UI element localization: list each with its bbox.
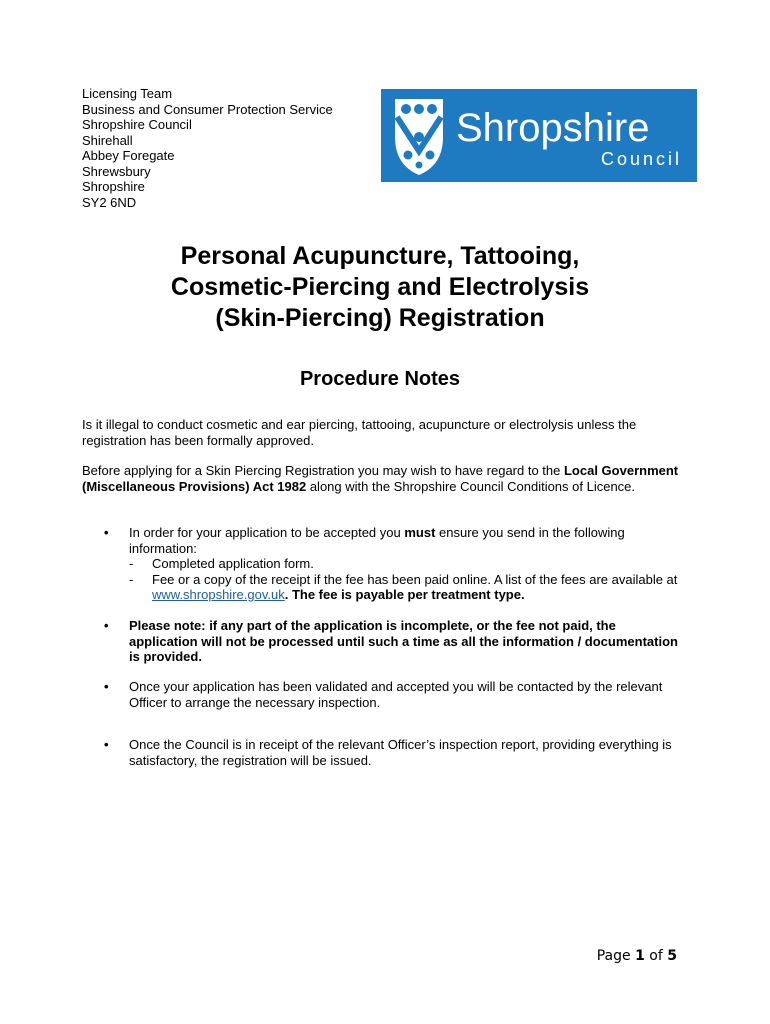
logo-subtext: Council <box>601 149 683 169</box>
title-line: Personal Acupuncture, Tattooing, <box>180 242 580 270</box>
address-line: SY2 6ND <box>82 194 137 210</box>
sub-item-text: Fee or a copy of the receipt if the fee has been paid online. A list of the fees are available at <box>152 571 678 587</box>
sub-item-text: Completed application form. <box>152 556 314 571</box>
fee-note: . The fee is payable per treatment type. <box>284 587 525 602</box>
logo-wordmark: Shropshire <box>456 106 650 150</box>
bullet-item <box>82 737 682 768</box>
address-line: Business and Consumer Protection Service <box>82 101 333 117</box>
sub-list-item: - Completed application form. <box>129 556 314 571</box>
bullet-text: Please note: if any part of the application is incomplete, or the fee not paid, the application will not be processed until such a time as all the information / documentation is provided. <box>129 618 678 664</box>
bullet-dot: • <box>104 618 109 633</box>
regard-text: Before applying for a Skin Piercing Registration you may wish to have regard to the <box>82 463 564 478</box>
bullet-item <box>82 525 682 603</box>
of-label: of <box>649 948 663 964</box>
emphasis-must: must <box>404 525 436 540</box>
bullet-dot: • <box>104 679 109 694</box>
shropshire-council-logo <box>381 89 697 182</box>
bullet-dot: • <box>104 525 109 540</box>
page-number <box>597 947 677 965</box>
bullet-text: Once your application has been validated and accepted you will be contacted by the relevant Officer to arrange the necessary inspection. <box>129 679 663 710</box>
page-title <box>0 241 760 334</box>
title-line: (Skin-Piercing) Registration <box>215 304 545 332</box>
total-pages: 5 <box>667 948 677 964</box>
current-page: 1 <box>635 948 645 964</box>
bullet-text: Once the Council is in receipt of the relevant Officer’s inspection report, providing everything is satisfactory, the registration will be issued. <box>129 737 672 768</box>
address-line: Shropshire Council <box>82 117 192 132</box>
bullet-item <box>82 618 682 665</box>
intro-paragraph: Is it illegal to conduct cosmetic and ear piercing, tattooing, acupuncture or electrolysis unless the registration has been formally approved. <box>82 417 637 448</box>
address-line: Shirehall <box>82 132 133 148</box>
regard-paragraph <box>82 463 682 494</box>
bullet-text-part: In order for your application to be accepted you <box>129 525 405 540</box>
page-label: Page <box>596 948 631 964</box>
bullet-item <box>82 679 682 710</box>
address-line: Abbey Foregate <box>82 148 175 163</box>
section-heading: Procedure Notes <box>299 368 461 390</box>
sub-list-item: - Fee or a copy of the receipt if the fee has been paid online. A list of the fees are available at www.shropshire.gov.uk. The fee is payable per treatment type. <box>129 571 678 602</box>
bullet-dot: • <box>104 737 109 752</box>
address-block <box>82 86 333 210</box>
bullet-text-part: ensure you send in the following information: <box>129 525 625 556</box>
logo-graphic <box>381 89 697 182</box>
address-line: Shropshire <box>82 179 145 194</box>
shropshire-website-link[interactable]: www.shropshire.gov.uk <box>152 587 285 602</box>
act-name: Local Government (Miscellaneous Provisions) Act 1982 <box>82 463 679 494</box>
title-line: Cosmetic-Piercing and Electrolysis <box>170 273 590 301</box>
bullet-text <box>129 525 682 603</box>
address-line: Shrewsbury <box>82 163 151 179</box>
address-line: Licensing Team <box>82 86 173 101</box>
regard-text-end: along with the Shropshire Council Conditions of Licence. <box>306 478 636 494</box>
